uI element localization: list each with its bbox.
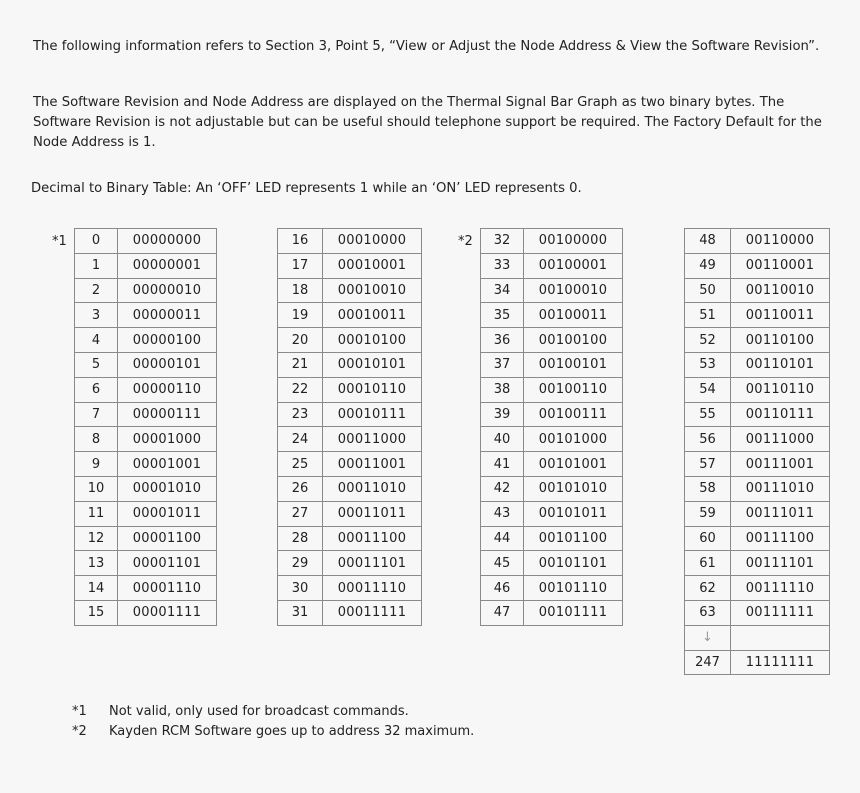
table-cell-decimal: 11	[75, 501, 118, 526]
table-row	[685, 303, 830, 328]
binary-table-32-47	[480, 228, 623, 626]
binary-table-0-15	[74, 228, 217, 626]
table-row	[685, 402, 830, 427]
table-cell-binary: 00000110	[118, 377, 217, 402]
table-row	[75, 427, 217, 452]
table-cell-binary: 00001010	[118, 476, 217, 501]
table-cell-binary: 00011101	[323, 551, 422, 576]
table-cell-decimal: 28	[278, 526, 323, 551]
table-cell-binary: 11111111	[731, 650, 830, 675]
table-cell-decimal: 38	[481, 377, 524, 402]
table-row	[481, 476, 623, 501]
table-row	[75, 328, 217, 353]
table-row	[278, 576, 422, 601]
table-cell-decimal: 9	[75, 452, 118, 477]
table-row	[481, 501, 623, 526]
table-row	[685, 352, 830, 377]
table-cell-binary: 00011111	[323, 600, 422, 625]
table-cell-decimal: 2	[75, 278, 118, 303]
footnote-key: *1	[72, 704, 87, 719]
table-cell-binary: 00010010	[323, 278, 422, 303]
table-cell-decimal: 7	[75, 402, 118, 427]
table-row	[75, 278, 217, 303]
table-row	[278, 402, 422, 427]
table-cell-binary: 00100011	[524, 303, 623, 328]
table-cell-binary: 00101000	[524, 427, 623, 452]
table-cell-binary: 00001011	[118, 501, 217, 526]
table-row	[75, 551, 217, 576]
table-cell-decimal: 62	[685, 576, 731, 601]
table-row	[481, 551, 623, 576]
table-cell-decimal: 4	[75, 328, 118, 353]
table-row	[685, 229, 830, 254]
table-row	[75, 452, 217, 477]
table-cell-decimal: 19	[278, 303, 323, 328]
table-cell-binary: 00101011	[524, 501, 623, 526]
table-row	[75, 476, 217, 501]
footnote-text: Not valid, only used for broadcast commands.	[109, 704, 409, 719]
table-cell-binary	[731, 625, 830, 650]
table-cell-binary: 00111110	[731, 576, 830, 601]
table-row	[685, 501, 830, 526]
intro-paragraph-1: The following information refers to Section 3, Point 5, “View or Adjust the Node Address & View the Software Revision”.	[33, 39, 820, 54]
table-cell-decimal: 42	[481, 476, 524, 501]
table-row	[278, 551, 422, 576]
table-cell-decimal: 43	[481, 501, 524, 526]
table-cell-decimal: 59	[685, 501, 731, 526]
table-cell-binary: 00000011	[118, 303, 217, 328]
table-cell-binary: 00111010	[731, 476, 830, 501]
table-cell-decimal: 50	[685, 278, 731, 303]
table-row	[685, 452, 830, 477]
table-row	[685, 253, 830, 278]
table-row	[278, 328, 422, 353]
table-cell-binary: 00111000	[731, 427, 830, 452]
table-cell-decimal: 58	[685, 476, 731, 501]
table-cell-binary: 00111100	[731, 526, 830, 551]
table-cell-binary: 00000000	[118, 229, 217, 254]
table-cell-binary: 00010101	[323, 352, 422, 377]
table-cell-binary: 00111001	[731, 452, 830, 477]
table-row	[75, 526, 217, 551]
table-row	[75, 303, 217, 328]
table-cell-binary: 00110100	[731, 328, 830, 353]
table-cell-binary: 00000101	[118, 352, 217, 377]
table-cell-decimal: 14	[75, 576, 118, 601]
table-cell-decimal: 30	[278, 576, 323, 601]
table-cell-decimal: 20	[278, 328, 323, 353]
table-cell-binary: 00010000	[323, 229, 422, 254]
table-cell-binary: 00000111	[118, 402, 217, 427]
table-cell-binary: 00000010	[118, 278, 217, 303]
table-cell-decimal	[685, 625, 731, 650]
table-cell-binary: 00011100	[323, 526, 422, 551]
footnote-1	[72, 703, 409, 721]
table-cell-decimal: 5	[75, 352, 118, 377]
table-row	[278, 526, 422, 551]
table-row	[481, 377, 623, 402]
table-cell-binary: 00001110	[118, 576, 217, 601]
table-cell-decimal: 18	[278, 278, 323, 303]
binary-table-16-31	[277, 228, 422, 626]
table-cell-decimal: 1	[75, 253, 118, 278]
table-cell-binary: 00110110	[731, 377, 830, 402]
table-cell-decimal: 61	[685, 551, 731, 576]
table-cell-binary: 00010100	[323, 328, 422, 353]
down-arrow-icon: ↓	[702, 630, 713, 646]
table-cell-decimal: 6	[75, 377, 118, 402]
table-cell-decimal: 3	[75, 303, 118, 328]
table-row	[278, 229, 422, 254]
table-row	[278, 278, 422, 303]
table-row	[685, 576, 830, 601]
table-cell-binary: 00100101	[524, 352, 623, 377]
table-cell-binary: 00111011	[731, 501, 830, 526]
table-row	[75, 600, 217, 625]
table-cell-decimal: 23	[278, 402, 323, 427]
table-cell-decimal: 10	[75, 476, 118, 501]
table-cell-decimal: 35	[481, 303, 524, 328]
table-cell-binary: 00001100	[118, 526, 217, 551]
table-cell-decimal: 17	[278, 253, 323, 278]
table-row	[75, 402, 217, 427]
table-cell-binary: 00001101	[118, 551, 217, 576]
table-cell-decimal: 33	[481, 253, 524, 278]
table-cell-binary: 00101110	[524, 576, 623, 601]
table-row	[481, 600, 623, 625]
table-cell-binary: 00100000	[524, 229, 623, 254]
table-row	[481, 427, 623, 452]
table-row	[481, 328, 623, 353]
table-row	[75, 501, 217, 526]
table-cell-decimal: 40	[481, 427, 524, 452]
table-cell-decimal: 47	[481, 600, 524, 625]
table-cell-decimal: 49	[685, 253, 731, 278]
table-cell-decimal: 53	[685, 352, 731, 377]
table-cell-binary: 00110101	[731, 352, 830, 377]
table-cell-decimal: 31	[278, 600, 323, 625]
table-cell-binary: 00001001	[118, 452, 217, 477]
table-cell-binary: 00010001	[323, 253, 422, 278]
table-cell-decimal: 26	[278, 476, 323, 501]
table-cell-binary: 00110001	[731, 253, 830, 278]
table-cell-decimal: 27	[278, 501, 323, 526]
footnote-2	[72, 723, 474, 741]
table-cell-binary: 00101111	[524, 600, 623, 625]
table-row	[685, 551, 830, 576]
footnote-key: *2	[72, 724, 87, 739]
table-cell-decimal: 0	[75, 229, 118, 254]
table-cell-binary: 00100100	[524, 328, 623, 353]
table-row	[75, 377, 217, 402]
table-row	[481, 576, 623, 601]
table-row	[481, 352, 623, 377]
footnote-marker-1: *1	[52, 234, 67, 249]
table-cell-decimal: 15	[75, 600, 118, 625]
table-cell-binary: 00011011	[323, 501, 422, 526]
table-cell-decimal: 25	[278, 452, 323, 477]
table-cell-binary: 00101010	[524, 476, 623, 501]
table-cell-binary: 00010011	[323, 303, 422, 328]
table-cell-decimal: 21	[278, 352, 323, 377]
table-cell-decimal: 57	[685, 452, 731, 477]
table-row	[278, 253, 422, 278]
table-row	[685, 427, 830, 452]
table-cell-binary: 00000100	[118, 328, 217, 353]
table-cell-binary: 00100010	[524, 278, 623, 303]
table-row	[481, 402, 623, 427]
table-cell-binary: 00101101	[524, 551, 623, 576]
table-cell-binary: 00011001	[323, 452, 422, 477]
footnote-marker-2: *2	[458, 234, 473, 249]
table-cell-binary: 00101100	[524, 526, 623, 551]
table-cell-decimal: 247	[685, 650, 731, 675]
table-row	[278, 600, 422, 625]
table-cell-decimal: 8	[75, 427, 118, 452]
table-cell-binary: 00010111	[323, 402, 422, 427]
table-cell-decimal: 41	[481, 452, 524, 477]
table-row	[481, 526, 623, 551]
table-cell-decimal: 16	[278, 229, 323, 254]
table-row	[685, 328, 830, 353]
table-cell-decimal: 13	[75, 551, 118, 576]
table-cell-binary: 00111101	[731, 551, 830, 576]
table-cell-decimal: 12	[75, 526, 118, 551]
binary-table-48-247	[684, 228, 830, 675]
table-cell-binary: 00100111	[524, 402, 623, 427]
table-row	[278, 427, 422, 452]
table-cell-binary: 00101001	[524, 452, 623, 477]
table-cell-binary: 00110011	[731, 303, 830, 328]
table-row	[75, 253, 217, 278]
table-cell-decimal: 52	[685, 328, 731, 353]
footnote-text: Kayden RCM Software goes up to address 32 maximum.	[109, 724, 475, 739]
table-row	[278, 452, 422, 477]
table-row	[685, 377, 830, 402]
table-cell-decimal: 36	[481, 328, 524, 353]
table-row-ellipsis	[685, 625, 830, 650]
table-row	[481, 229, 623, 254]
table-cell-decimal: 51	[685, 303, 731, 328]
table-cell-binary: 00011010	[323, 476, 422, 501]
table-cell-binary: 00011110	[323, 576, 422, 601]
table-row	[481, 452, 623, 477]
table-row	[685, 600, 830, 625]
table-cell-decimal: 22	[278, 377, 323, 402]
table-cell-decimal: 44	[481, 526, 524, 551]
table-cell-binary: 00010110	[323, 377, 422, 402]
table-cell-binary: 00001000	[118, 427, 217, 452]
table-cell-binary: 00110010	[731, 278, 830, 303]
table-cell-decimal: 24	[278, 427, 323, 452]
table-row	[278, 352, 422, 377]
table-cell-decimal: 48	[685, 229, 731, 254]
table-cell-decimal: 60	[685, 526, 731, 551]
table-cell-binary: 00100001	[524, 253, 623, 278]
table-cell-decimal: 34	[481, 278, 524, 303]
table-row	[481, 278, 623, 303]
table-cell-binary: 00001111	[118, 600, 217, 625]
table-row	[75, 352, 217, 377]
table-cell-binary: 00110000	[731, 229, 830, 254]
table-cell-decimal: 37	[481, 352, 524, 377]
table-cell-decimal: 29	[278, 551, 323, 576]
table-row	[685, 278, 830, 303]
table-cell-decimal: 63	[685, 600, 731, 625]
table-row	[75, 576, 217, 601]
table-row	[481, 303, 623, 328]
table-cell-binary: 00110111	[731, 402, 830, 427]
table-cell-decimal: 32	[481, 229, 524, 254]
table-row	[278, 501, 422, 526]
table-caption: Decimal to Binary Table: An ‘OFF’ LED represents 1 while an ‘ON’ LED represents 0.	[31, 181, 582, 196]
table-cell-binary: 00011000	[323, 427, 422, 452]
table-cell-decimal: 54	[685, 377, 731, 402]
table-row	[481, 253, 623, 278]
table-cell-decimal: 39	[481, 402, 524, 427]
table-cell-decimal: 46	[481, 576, 524, 601]
table-cell-decimal: 55	[685, 402, 731, 427]
table-cell-binary: 00000001	[118, 253, 217, 278]
table-cell-binary: 00100110	[524, 377, 623, 402]
table-row	[685, 650, 830, 675]
table-row	[278, 377, 422, 402]
table-row	[685, 476, 830, 501]
intro-paragraph-2: The Software Revision and Node Address are displayed on the Thermal Signal Bar Graph as two binary bytes. The Software Revision is not adjustable but can be useful should telephone support be required. The Factory Default for the Node Address is 1.	[33, 95, 822, 150]
table-row	[278, 303, 422, 328]
table-cell-binary: 00111111	[731, 600, 830, 625]
table-cell-decimal: 45	[481, 551, 524, 576]
table-row	[75, 229, 217, 254]
table-cell-decimal: 56	[685, 427, 731, 452]
table-row	[278, 476, 422, 501]
table-row	[685, 526, 830, 551]
